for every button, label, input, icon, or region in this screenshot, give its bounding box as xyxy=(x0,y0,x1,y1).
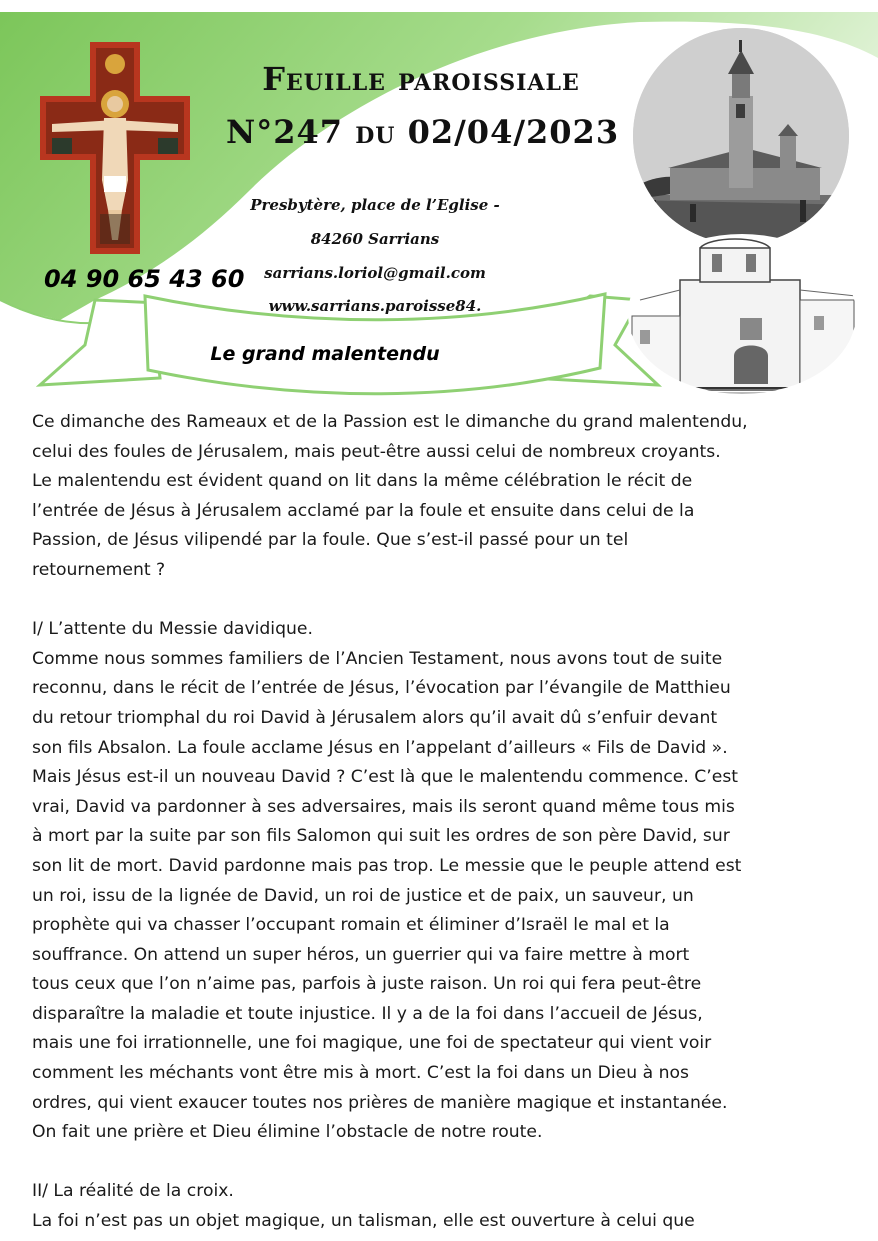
paragraph-line: retournement ? xyxy=(32,559,166,580)
paragraph-line: ordres, qui vient exaucer toutes nos prières de manière magique et instantanée. xyxy=(32,1092,728,1113)
paragraph-line: comment les méchants vont être mis à mort. C’est la foi dans un Dieu à nos xyxy=(32,1063,689,1084)
website-link[interactable]: www.sarrians.paroisse84. xyxy=(268,297,482,315)
paragraph-line: un roi, issu de la lignée de David, un roi de justice et de paix, un sauveur, un xyxy=(32,885,694,906)
section-heading: II/ La réalité de la croix. xyxy=(32,1181,234,1202)
bulletin-title: Feuille paroissiale xyxy=(262,60,580,98)
paragraph-line: La foi n’est pas un objet magique, un talisman, elle est ouverture à celui que xyxy=(32,1211,695,1232)
paragraph-line: à mort par la suite par son fils Salomon qui suit les ordres de son père David, sur xyxy=(32,826,730,847)
church-photo xyxy=(630,20,860,255)
paragraph-line: Le malentendu est évident quand on lit dans la même célébration le récit de xyxy=(32,471,693,492)
paragraph-line: souffrance. On attend un super héros, un guerrier qui va faire mettre à mort xyxy=(32,944,690,965)
article-title: Le grand malentendu xyxy=(210,343,440,365)
bulletin-number-date: N°247 du 02/04/2023 xyxy=(226,113,620,151)
paragraph-line: Passion, de Jésus vilipendé par la foule. Que s’est-il passé pour un tel xyxy=(32,530,629,551)
paragraph-line: Comme nous sommes familiers de l’Ancien Testament, nous avons tout de suite xyxy=(32,648,723,669)
paragraph-spacer xyxy=(32,1148,862,1178)
paragraph-line: On fait une prière et Dieu élimine l’obstacle de notre route. xyxy=(32,1122,543,1143)
paragraph-line: son lit de mort. David pardonne mais pas trop. Le messie que le peuple attend est xyxy=(32,855,742,876)
paragraph-line: celui des foules de Jérusalem, mais peut-être aussi celui de nombreux croyants. xyxy=(32,441,721,462)
paragraph-line: du retour triomphal du roi David à Jérusalem alors qu’il avait dû s’enfuir devant xyxy=(32,707,718,728)
paragraph-line: l’entrée de Jésus à Jérusalem acclamé par la foule et ensuite dans celui de la xyxy=(32,500,695,521)
paragraph-line: Ce dimanche des Rameaux et de la Passion est le dimanche du grand malentendu, xyxy=(32,412,748,432)
paragraph-line: prophète qui va chasser l’occupant romain et éliminer d’Israël le mal et la xyxy=(32,915,670,936)
paragraph-line: son fils Absalon. La foule acclame Jésus en l’appelant d’ailleurs « Fils de David ». xyxy=(32,737,728,758)
paragraph-line: reconnu, dans le récit de l’entrée de Jésus, l’évocation par l’évangile de Matthieu xyxy=(32,678,731,699)
paragraph-spacer xyxy=(32,586,862,616)
email-address[interactable]: sarrians.loriol@gmail.com xyxy=(264,264,486,282)
paragraph-line: tous ceux que l’on n’aime pas, parfois à juste raison. Un roi qui fera peut-être xyxy=(32,974,702,995)
phone-number: 04 90 65 43 60 xyxy=(44,265,245,293)
paragraph-line: disparaître la maladie et toute injustice. Il y a de la foi dans l’accueil de Jésus, xyxy=(32,1003,703,1024)
section-heading: I/ L’attente du Messie davidique. xyxy=(32,619,313,640)
paragraph-line: mais une foi irrationnelle, une foi magique, une foi de spectateur qui vient voir xyxy=(32,1033,712,1054)
address-line: Presbytère, place de l’Eglise - xyxy=(250,196,500,214)
paragraph-line: Mais Jésus est-il un nouveau David ? C’est là que le malentendu commence. C’est xyxy=(32,767,739,788)
article-body xyxy=(32,408,862,1237)
postal-code-city: 84260 Sarrians xyxy=(310,230,440,248)
paragraph-line: vrai, David va pardonner à ses adversaires, mais ils seront quand même tous mis xyxy=(32,796,735,817)
church-drawing xyxy=(628,234,860,398)
